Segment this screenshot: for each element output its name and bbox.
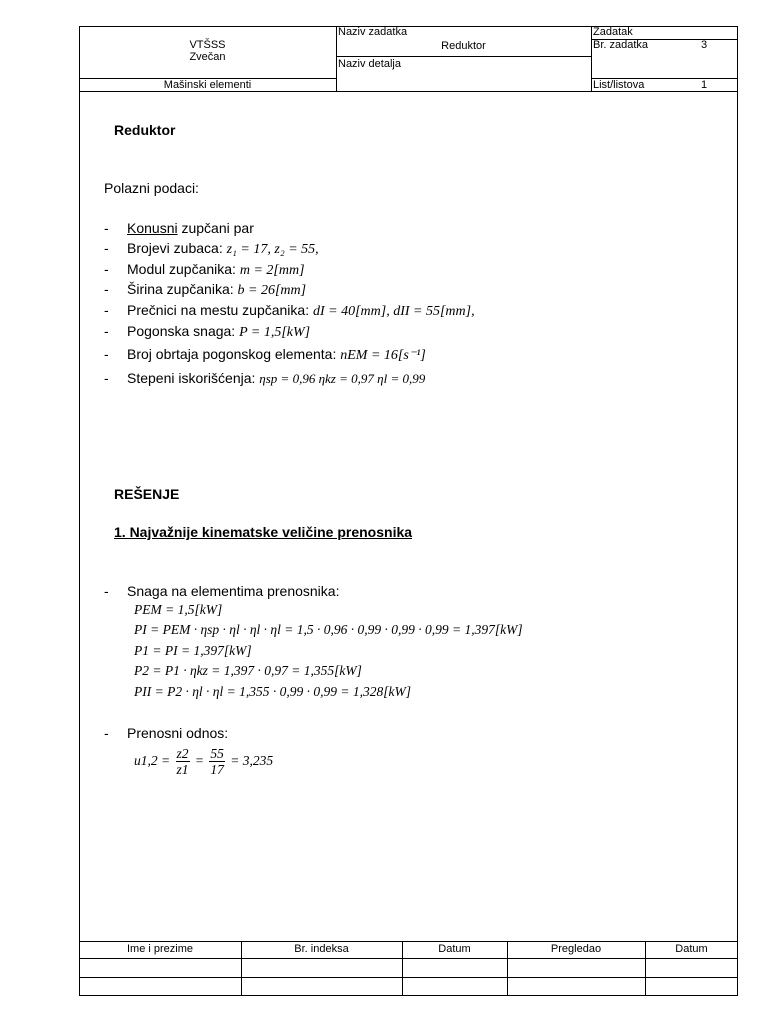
solution-heading: REŠENJE <box>114 486 180 502</box>
item-text: Širina zupčanika: <box>127 281 234 297</box>
task-name-label: Naziv zadatka <box>338 26 408 38</box>
ratio-result: = 3,235 <box>230 753 274 768</box>
header-divider-1 <box>336 26 337 92</box>
school-name: VTŠSS <box>189 39 226 51</box>
ratio-den-2: 17 <box>210 762 224 778</box>
ratio-equation: u1,2 = $\frac{z2}{z1}$ = $\frac{55}{17}$ = 3,235 <box>134 746 274 778</box>
ratio-lhs: u1,2 = <box>134 753 171 768</box>
item-formula: b = 26[mm] <box>237 283 307 298</box>
item-underlined: Konusni <box>127 220 178 236</box>
item-text: Pogonska snaga: <box>127 323 236 339</box>
footer-header-date: Datum <box>438 943 471 955</box>
doc-title: Reduktor <box>114 122 176 138</box>
initial-data-heading: Polazni podaci: <box>104 180 199 196</box>
item-formula: z₁ = 17, z₂ = 55, <box>226 242 319 257</box>
footer-header-name: Ime i prezime <box>126 943 194 955</box>
equation-pem: PEM = 1,5[kW] <box>134 602 223 617</box>
footer-header-index: Br. indeksa <box>294 943 349 955</box>
equation-pi: PI = PEM · ηsp · ηl · ηl · ηl = 1,5 · 0,96 · 0,99 · 0,99 · 0,99 = 1,397[kW] <box>134 622 523 637</box>
ratio-num-2: 55 <box>210 746 224 762</box>
ratio-fraction-1 <box>176 746 190 777</box>
header-divider-2 <box>591 26 592 92</box>
task-name-separator <box>336 56 591 57</box>
item-text: zupčani par <box>181 220 254 236</box>
task-number-label: Br. zadatka <box>593 39 649 51</box>
item-text: Broj obrtaja pogonskog elementa: <box>127 346 337 362</box>
equation-p1: P1 = PI = 1,397[kW] <box>134 643 252 658</box>
task-number: 3 <box>701 39 708 51</box>
item-formula: dI = 40[mm], dII = 55[mm], <box>312 304 475 319</box>
power-item-text: Snaga na elementima prenosnika: <box>127 583 340 599</box>
item-text: Prečnici na mestu zupčanika: <box>127 302 310 318</box>
item-formula: nEM = 16[s⁻¹] <box>340 348 426 363</box>
sheet-label: List/listova <box>593 79 645 91</box>
equation-pii: PII = P2 · ηl · ηl = 1,355 · 0,99 · 0,99 = 1,328[kW] <box>134 684 411 699</box>
item-formula: m = 2[mm] <box>239 263 305 278</box>
ratio-item-text: Prenosni odnos: <box>127 725 229 741</box>
page-frame <box>79 26 738 996</box>
item-formula: ηsp = 0,96 ηkz = 0,97 ηl = 0,99 <box>259 371 426 386</box>
item-text: Brojevi zubaca: <box>127 240 223 256</box>
item-text: Modul zupčanika: <box>127 261 236 277</box>
equation-p2: P2 = P1 · ηkz = 1,397 · 0,97 = 1,355[kW] <box>134 663 362 678</box>
subject-name: Mašinski elementi <box>163 79 252 91</box>
ratio-num-1: z2 <box>176 746 189 762</box>
task-label: Zadatak <box>593 26 633 38</box>
footer-header-reviewed: Pregledao <box>550 943 602 955</box>
section1-heading: 1. Najvažnije kinematske veličine prenosnika <box>114 524 413 540</box>
school-city: Zvečan <box>189 51 226 63</box>
footer-row-line-2 <box>79 977 738 978</box>
footer-header-date2: Datum <box>675 943 708 955</box>
sheet-number: 1 <box>701 79 708 91</box>
ratio-fraction-2 <box>209 746 225 777</box>
task-name: Reduktor <box>441 40 486 52</box>
item-text: Stepeni iskorišćenja: <box>127 370 256 386</box>
footer-row-line-1 <box>79 958 738 959</box>
detail-name-label: Naziv detalja <box>338 58 401 70</box>
item-formula: P = 1,5[kW] <box>239 325 311 340</box>
ratio-den-1: z1 <box>176 762 189 778</box>
